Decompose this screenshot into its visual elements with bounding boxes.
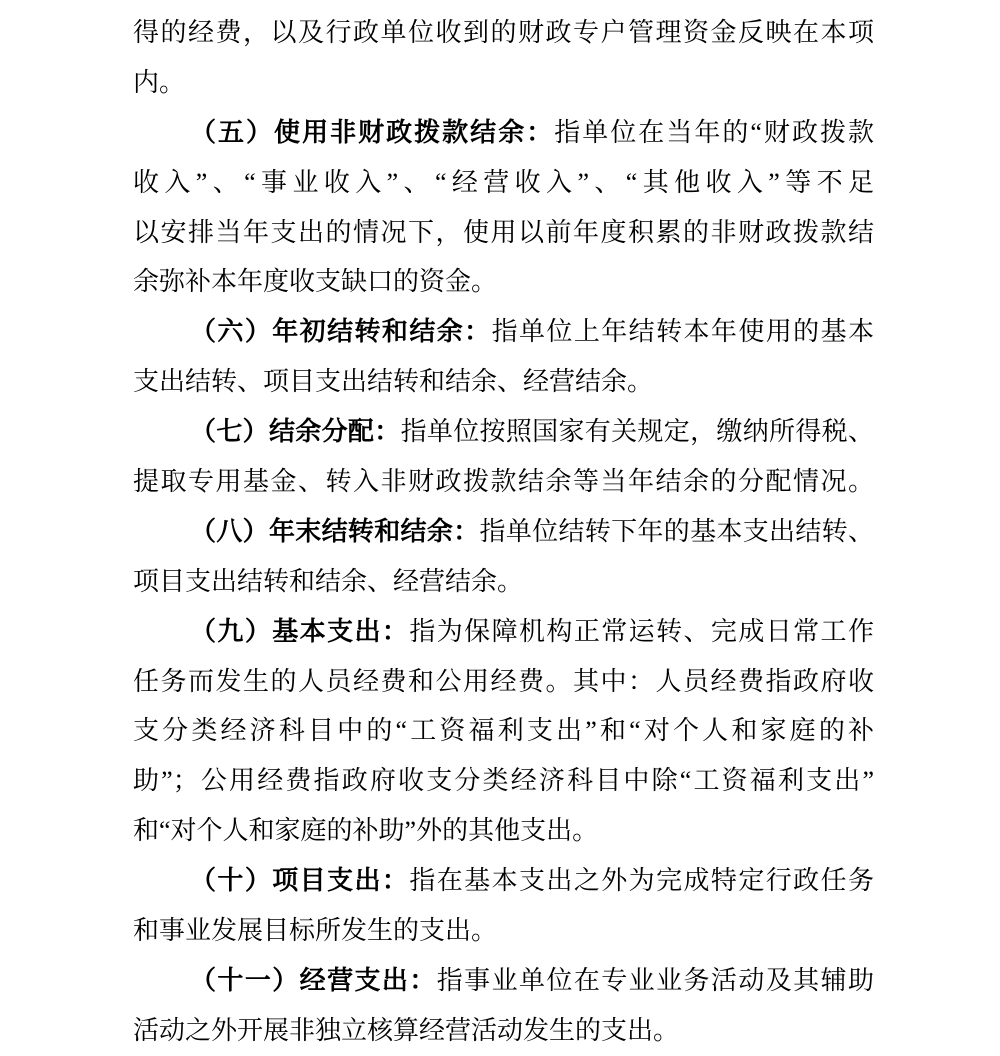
line-text: 任务而发生的人员经费和公用经费。其中：人员经费指政府收 xyxy=(133,666,874,696)
line-text: 收入”、“事业收入”、“经营收入”、“其他收入”等不足 xyxy=(133,167,874,197)
line-text: 支出结转、项目支出结转和结余、经营结余。 xyxy=(133,367,654,397)
text-line xyxy=(133,108,874,158)
line-text: 项目支出结转和结余、经营结余。 xyxy=(133,566,524,596)
term-heading: （八）年末结转和结余： xyxy=(190,516,480,546)
text-line xyxy=(133,158,874,208)
term-heading: （十一）经营支出： xyxy=(190,965,437,995)
text-line xyxy=(133,507,874,557)
text-line xyxy=(133,357,874,407)
text-line xyxy=(133,856,874,906)
line-text: 以安排当年支出的情况下，使用以前年度积累的非财政拨款结 xyxy=(133,217,874,247)
text-line xyxy=(133,257,874,307)
line-text: 指单位按照国家有关规定，缴纳所得税、 xyxy=(400,417,874,447)
line-text: 余弥补本年度收支缺口的资金。 xyxy=(133,267,498,297)
line-text: 活动之外开展非独立核算经营活动发生的支出。 xyxy=(133,1015,680,1045)
line-text: 指单位上年结转本年使用的基本 xyxy=(491,317,874,347)
term-heading: （九）基本支出： xyxy=(190,616,410,646)
line-text: 和“对个人和家庭的补助”外的其他支出。 xyxy=(133,816,599,846)
line-text: 指单位在当年的“财政拨款 xyxy=(554,117,874,147)
text-line xyxy=(133,8,874,58)
text-line xyxy=(133,706,874,756)
line-text: 支分类经济科目中的“工资福利支出”和“对个人和家庭的补 xyxy=(133,716,874,746)
line-text: 得的经费，以及行政单位收到的财政专户管理资金反映在本项 xyxy=(133,18,874,47)
term-heading: （五）使用非财政拨款结余： xyxy=(190,117,555,147)
line-text: 助”；公用经费指政府收支分类经济科目中除“工资福利支出” xyxy=(133,766,874,796)
text-line xyxy=(133,457,874,507)
line-text: 和事业发展目标所发生的支出。 xyxy=(133,916,498,946)
text-line xyxy=(133,956,874,1006)
line-text: 提取专用基金、转入非财政拨款结余等当年结余的分配情况。 xyxy=(133,467,874,497)
line-text: 指事业单位在专业业务活动及其辅助 xyxy=(436,965,874,995)
term-heading: （六）年初结转和结余： xyxy=(190,317,492,347)
line-text: 指单位结转下年的基本支出结转、 xyxy=(479,516,874,546)
term-heading: （七）结余分配： xyxy=(190,417,401,447)
line-text: 内。 xyxy=(133,67,186,97)
term-heading: （十）项目支出： xyxy=(190,866,410,896)
text-line xyxy=(133,1006,874,1056)
line-text: 指在基本支出之外为完成特定行政任务 xyxy=(409,866,874,896)
line-text: 指为保障机构正常运转、完成日常工作 xyxy=(409,616,874,646)
text-line xyxy=(133,407,874,457)
text-line xyxy=(133,756,874,806)
text-line xyxy=(133,58,874,108)
text-line xyxy=(133,557,874,607)
text-line xyxy=(133,657,874,707)
text-line xyxy=(133,906,874,956)
text-line xyxy=(133,806,874,856)
text-line xyxy=(133,208,874,258)
text-line xyxy=(133,607,874,657)
text-line xyxy=(133,307,874,357)
